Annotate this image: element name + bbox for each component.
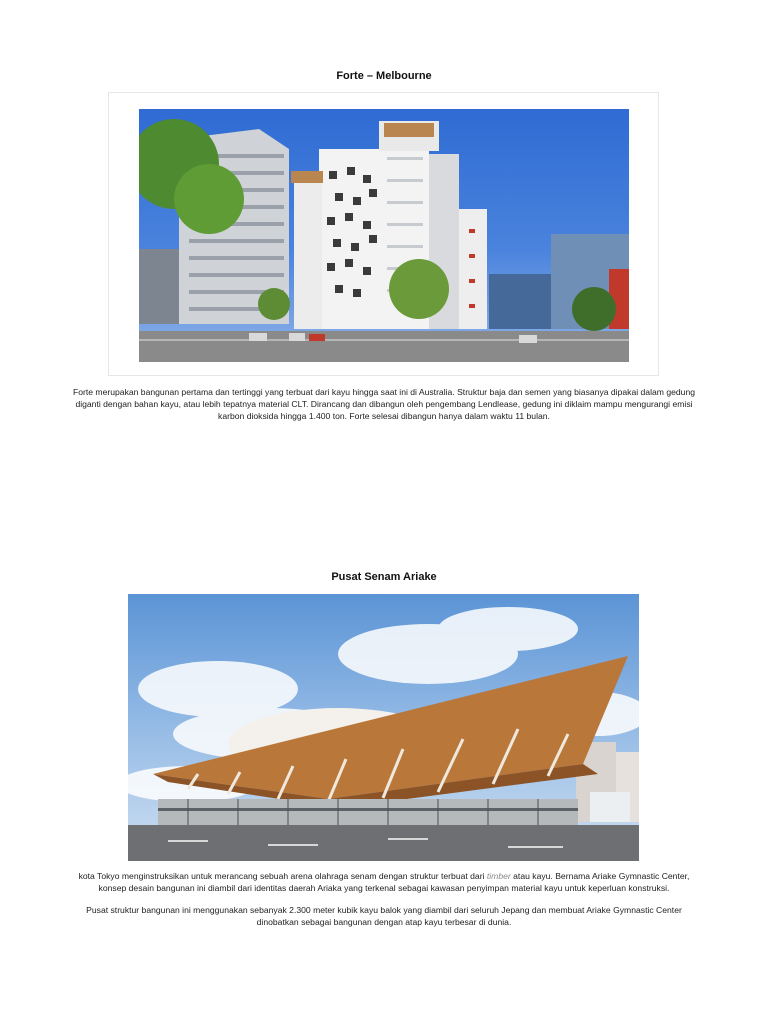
paragraph-ariake-2 bbox=[44, 904, 724, 928]
photo-forte-building bbox=[139, 109, 629, 362]
paragraph-line bbox=[44, 870, 724, 882]
paragraph-text: atau kayu. Bernama Ariake Gymnastic Center, bbox=[510, 871, 690, 881]
paragraph-line: diganti dengan bahan kayu, atau lebih tepatnya material CLT. Dirancang dan dibangun oleh pengembang Lendlease, gedung ini diklaim mampu mengurangi emisi bbox=[75, 399, 693, 409]
paragraph-line: dinobatkan sebagai bangunan dengan atap kayu terbesar di dunia. bbox=[256, 917, 512, 927]
section-title-forte: Forte – Melbourne bbox=[336, 70, 432, 82]
section-title-ariake: Pusat Senam Ariake bbox=[331, 571, 437, 583]
paragraph-line: Pusat struktur bangunan ini menggunakan sebanyak 2.300 meter kubik kayu balok yang diambil dari seluruh Jepang dan membuat Ariake Gymnastic Center bbox=[86, 905, 682, 915]
paragraph-line: karbon dioksida hingga 1.400 ton. Forte selesai dibangun hanya dalam waktu 11 bulan. bbox=[218, 411, 550, 421]
paragraph-forte bbox=[44, 386, 724, 422]
emphasis-timber: timber bbox=[486, 871, 511, 881]
paragraph-ariake-1 bbox=[44, 870, 724, 894]
paragraph-line: konsep desain bangunan ini diambil dari identitas daerah Ariaka yang terkenal sebagai kawasan penyimpan material kayu untuk keperluan konstruksi. bbox=[98, 883, 670, 893]
photo-ariake-gymnastic-center bbox=[128, 594, 639, 861]
paragraph-text: kota Tokyo menginstruksikan untuk merancang sebuah arena olahraga senam dengan struktur terbuat dari bbox=[78, 871, 487, 881]
paragraph-line: Forte merupakan bangunan pertama dan tertinggi yang terbuat dari kayu hingga saat ini di Australia. Struktur baja dan semen yang biasanya dipakai dalam gedung bbox=[72, 387, 695, 397]
